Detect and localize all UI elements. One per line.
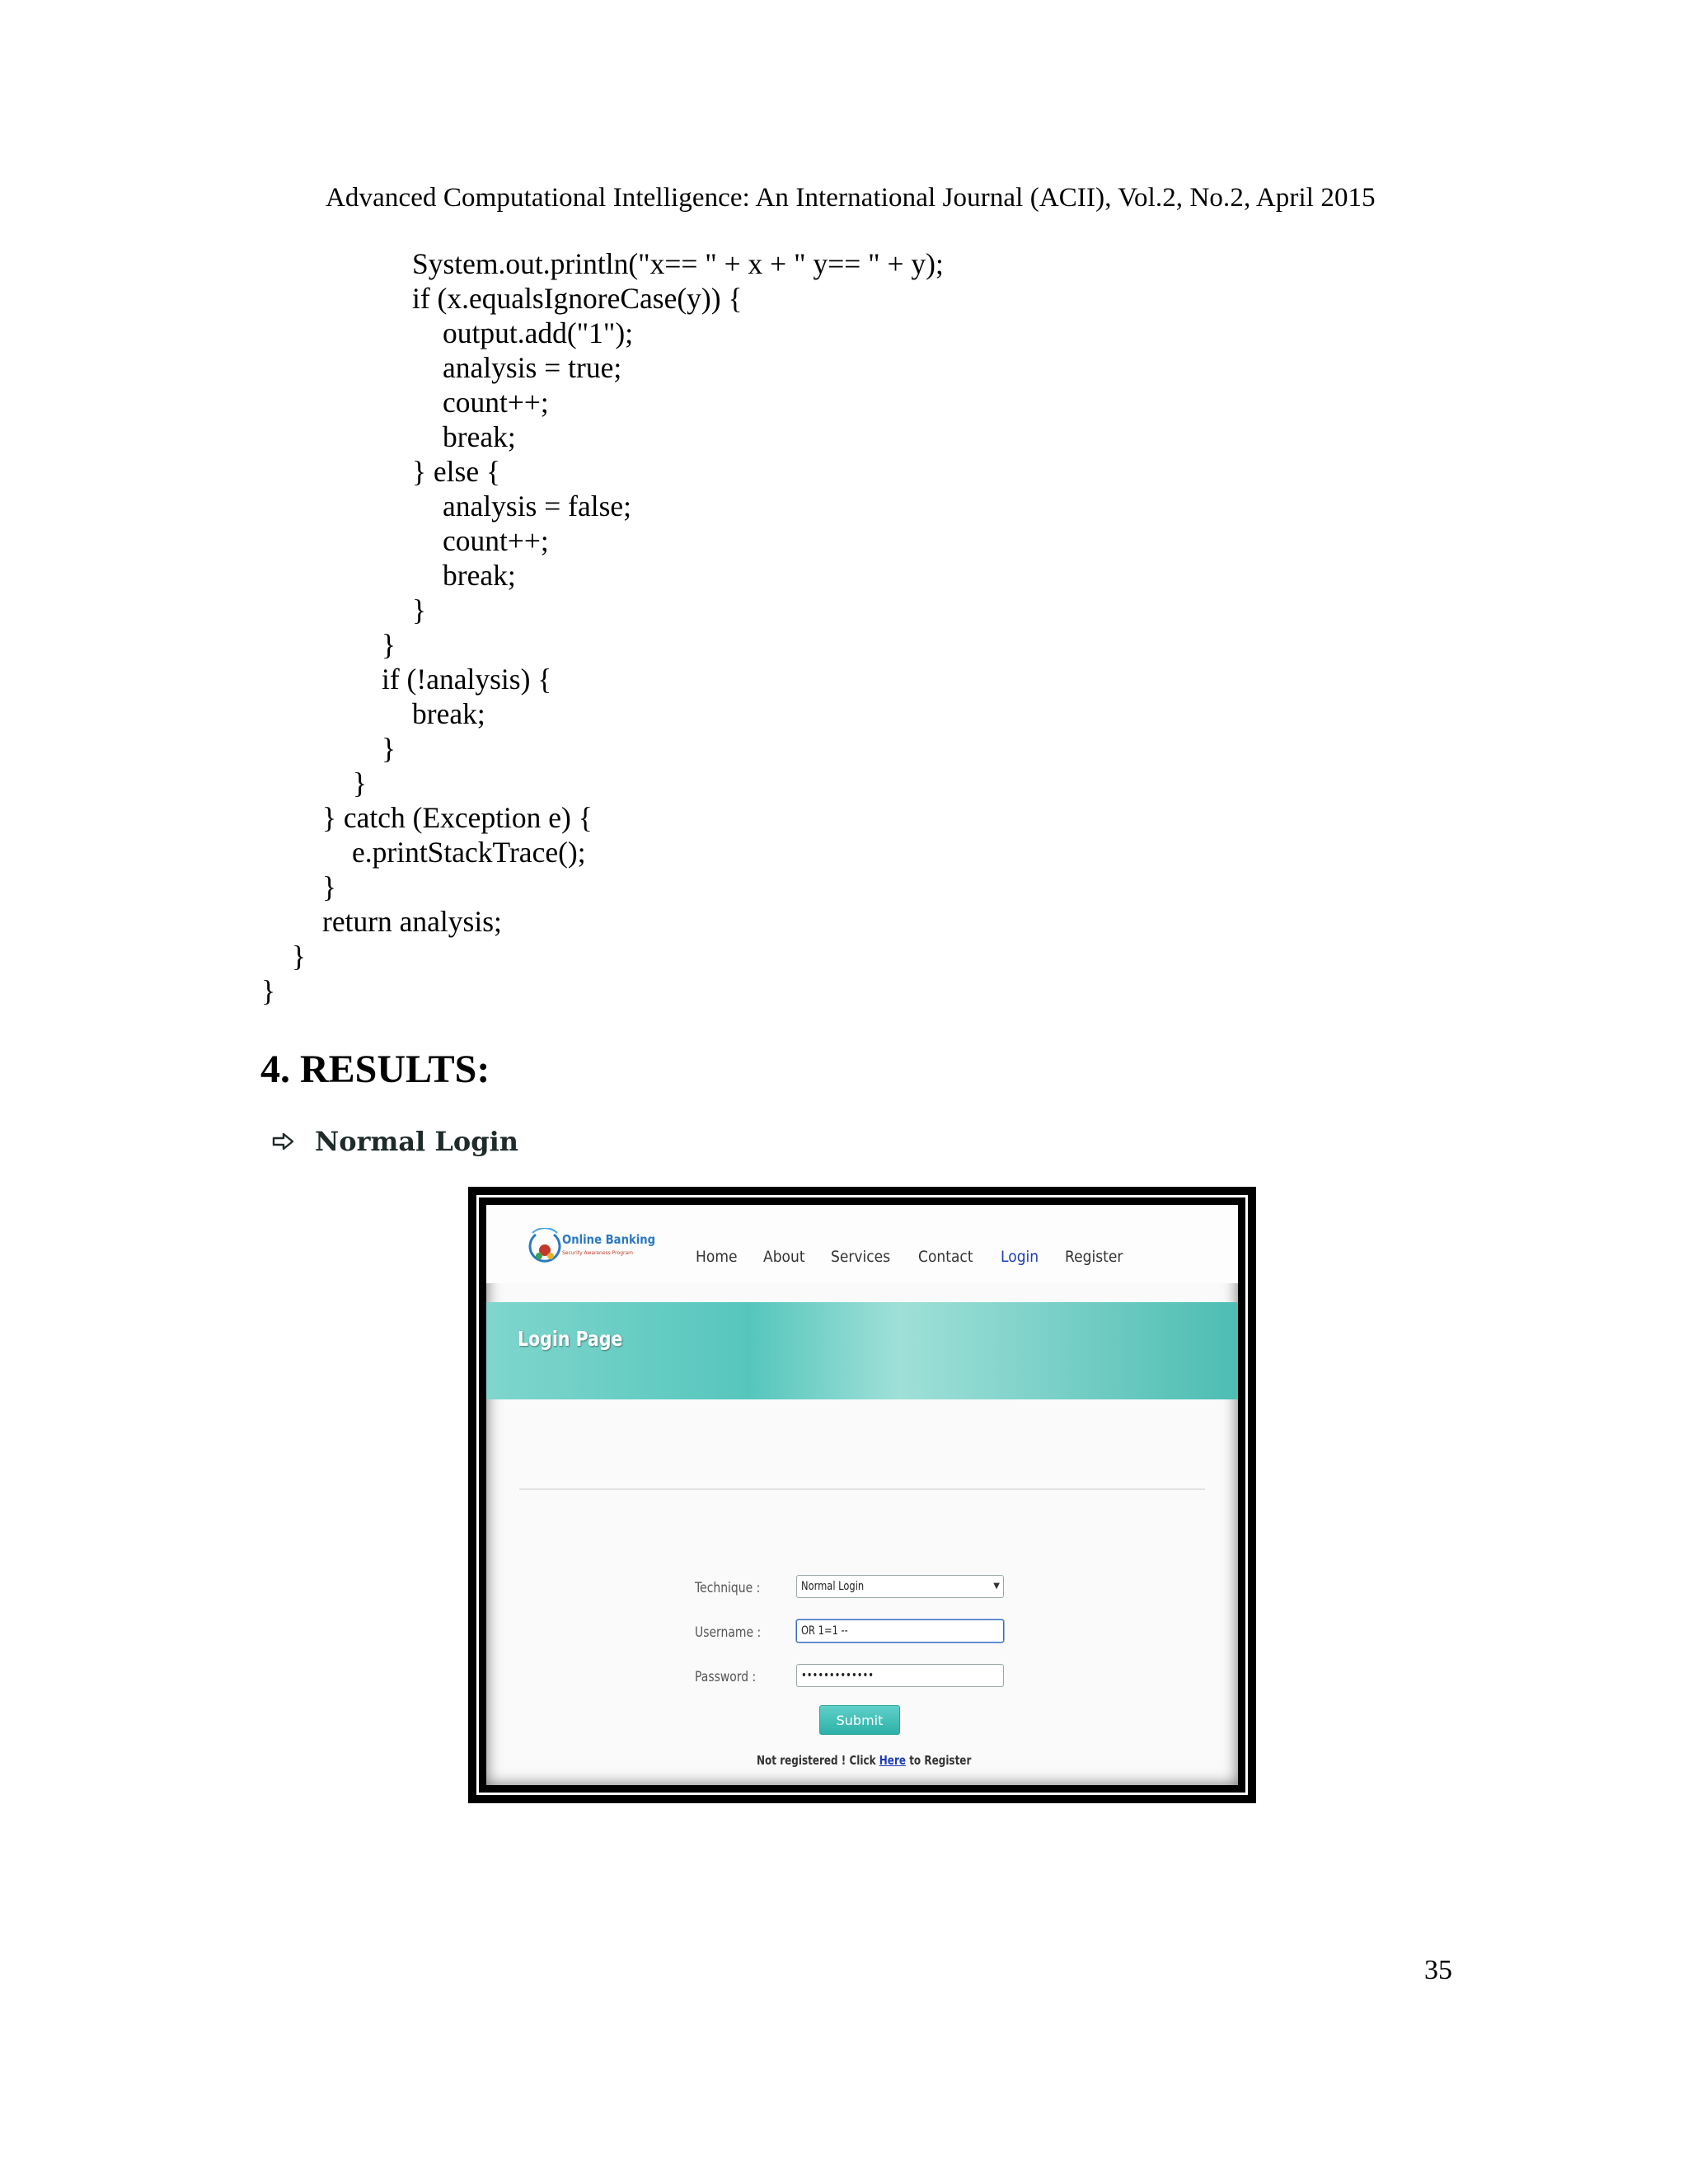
code-line: break; (443, 420, 516, 453)
technique-label: Technique : (695, 1580, 761, 1596)
dropdown-arrow-icon: ▼ (993, 1582, 1000, 1591)
password-input[interactable] (796, 1664, 1004, 1687)
code-line: count++; (443, 524, 549, 557)
password-label: Password : (695, 1669, 757, 1685)
code-line: } else { (412, 455, 501, 488)
code-line: } (382, 628, 396, 661)
code-line: } catch (Exception e) { (322, 801, 593, 834)
logo-title: Online Banking (562, 1232, 656, 1247)
banner-title: Login Page (518, 1327, 623, 1351)
nav-contact[interactable]: Contact (918, 1248, 973, 1266)
online-banking-logo (524, 1228, 656, 1277)
login-screenshot-figure (468, 1187, 1256, 1803)
username-value: OR 1=1 -- (801, 1624, 848, 1638)
password-value: ••••••••••••• (801, 1669, 874, 1682)
nav-about[interactable]: About (763, 1248, 805, 1266)
code-line: analysis = true; (443, 351, 622, 384)
code-line: break; (443, 559, 516, 592)
code-line: count++; (443, 386, 549, 419)
technique-select[interactable] (796, 1575, 1004, 1598)
username-label: Username : (695, 1624, 762, 1641)
code-line: output.add("1"); (443, 316, 634, 349)
content-divider (519, 1488, 1205, 1490)
code-line: } (292, 940, 307, 972)
nav-home[interactable]: Home (696, 1248, 738, 1266)
section-heading: 4. RESULTS: (260, 1047, 490, 1091)
code-line: if (!analysis) { (382, 663, 552, 696)
nav-services[interactable]: Services (831, 1248, 891, 1266)
submit-button[interactable]: Submit (819, 1705, 900, 1735)
journal-header: Advanced Computational Intelligence: An International Journal (ACII), Vol.2, No.2, April 2015 (326, 183, 1376, 213)
code-line: break; (412, 697, 485, 730)
main-nav (696, 1248, 1151, 1266)
nav-register[interactable]: Register (1064, 1248, 1123, 1266)
code-line: if (x.equalsIgnoreCase(y)) { (412, 282, 743, 315)
register-prefix: Not registered ! Click (757, 1753, 879, 1768)
code-line: } (261, 974, 276, 1007)
code-line: System.out.println("x== " + x + " y== " + y); (412, 247, 944, 280)
register-suffix: to Register (906, 1753, 972, 1768)
nav-login[interactable]: Login (1001, 1248, 1039, 1266)
register-here-link[interactable]: Here (879, 1753, 907, 1768)
code-line: } (382, 732, 396, 765)
site-header (486, 1205, 1238, 1283)
login-banner (486, 1302, 1238, 1399)
code-line: } (353, 766, 368, 799)
username-input[interactable] (796, 1619, 1004, 1643)
code-line: } (322, 870, 337, 903)
screenshot-content (486, 1205, 1238, 1785)
arrow-right-icon (272, 1132, 295, 1151)
technique-value: Normal Login (801, 1580, 865, 1593)
subsection-label: Normal Login (315, 1126, 518, 1157)
code-line: analysis = false; (443, 490, 632, 523)
page-number: 35 (1424, 1955, 1452, 1985)
code-line: return analysis; (322, 905, 502, 938)
logo-subtitle: Security Awareness Program (562, 1250, 633, 1256)
code-line: } (412, 593, 427, 626)
code-line: e.printStackTrace(); (352, 836, 586, 869)
register-prompt (757, 1753, 971, 1768)
subsection-heading (272, 1123, 518, 1160)
logo-mark-icon (524, 1228, 565, 1269)
